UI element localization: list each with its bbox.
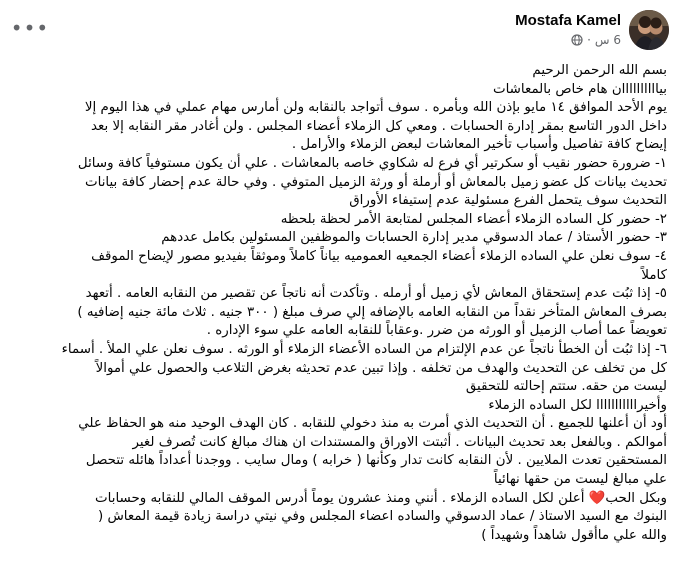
post-line: كاملاً: [641, 267, 667, 283]
post-line: ٢- حضور كل الساده الزملاء أعضاء المجلس لمتابعة الأمر لحظة بلحظه: [280, 211, 667, 227]
post-line: بياااااااااان هام خاص بالمعاشات: [493, 81, 667, 97]
post-meta: [571, 33, 621, 47]
post-line: تحديث بيانات كل عضو زميل بالمعاش أو أرملة أو ورثة الزميل المتوفي . وفي حالة عدم إحضار كافة بيانات: [85, 174, 667, 190]
author-avatar[interactable]: [629, 10, 669, 50]
post-line: كل من تخلف عن التحديث والهدف من تخلفه . وإذا تبين عدم تحديثه بغرض التلاعب والحصول علي أموالاً: [95, 360, 667, 376]
post-line: ١- ضرورة حضور نقيب أو سكرتير أي فرع له شكاوي خاصه بالمعاشات . علي أن يكون مستوفياً كافة وسائل: [77, 155, 667, 171]
post-line: إيضاح كافة تفاصيل وأسباب تأخير المعاشات لبعض الزملاء والأرامل .: [291, 137, 667, 153]
post-line: وأخيرااااااااااا لكل الساده الزملاء: [488, 397, 667, 413]
post-line: التحديث سوف يتحمل الفرع مسئولية عدم إستيفاء الأوراق: [349, 193, 667, 209]
post-header: [12, 8, 669, 54]
post-line: والله علي ماأقول شاهداً وشهيداً ): [481, 527, 667, 543]
globe-icon: [571, 34, 583, 46]
post-line: تعويضاً عما أصاب الزميل أو الورثه من ضرر .وعقاباً للنقابه العامه علي سوء الإداره .: [206, 323, 667, 339]
post-body: [14, 62, 667, 545]
more-options-icon[interactable]: •••: [10, 16, 50, 40]
post-line: علي مبالغ ليست من حقها نهائياً: [493, 472, 667, 488]
post-line: ٦- إذا ثبُت أن الخطأ ناتجاً عن عدم الإلتزام من الساده الأعضاء الزملاء أو الورثه . سوف نعلن علي الملأ . أسماء: [61, 341, 667, 357]
avatar-image: [629, 10, 669, 50]
separator-dot: ·: [587, 33, 591, 47]
post-line: ليست من حقه. ستتم إحالته للتحقيق: [465, 379, 667, 395]
post-line: داخل الدور التاسع بمقر إدارة الحسابات . ومعي كل الزملاء أعضاء المجلس . ولن أغادر مقر النقابه إلا بعد: [91, 118, 667, 134]
post-line: البنوك مع السيد الاستاذ / عماد الدسوقي والساده اعضاء المجلس وفي نيتي دراسة زيادة قيمة المعاش (: [97, 509, 667, 525]
post-line: ٥- إذا ثبُت عدم إستحقاق المعاش لأي زميل أو أرمله . وتأكدت أنه ناتجاً عن تقصير من النقابه العامه . أتعهد: [85, 286, 667, 302]
post-line: بصرف المعاش المتأخر نقداً من النقابه العامه بالإضافه إلي صرف مبلغ ( ٣٠٠ جنيه . ثلاث مائة جنيه إضافيه ): [77, 304, 667, 320]
post-line: وبكل الحب❤️ أعلن لكل الساده الزملاء . أنني ومنذ عشرون يوماً أدرس الموقف المالي للنقابه وحسابات: [95, 490, 667, 506]
post-line: يوم الأحد الموافق ١٤ مايو بإذن الله وبأمره . سوف أتواجد بالنقابه ولن أمارس مهام عملي في هذا اليوم إلا: [84, 100, 667, 116]
post-line: المستحقين تعدت الملايين . لأن النقابه كانت تدار وكأنها ( خرابه ) ومال سايب . ووجدنا أعداداً هائله تتحصل: [85, 453, 667, 469]
post-line: ٤- سوف نعلن علي الساده الزملاء أعضاء الجمعيه العموميه بياناً كاملاً وموثقاً بفيديو مصور لإيضاح الموقف: [91, 248, 667, 264]
post-time[interactable]: 6 س: [594, 33, 621, 47]
post-line: أموالكم . وبالفعل بعد تحديث البيانات . أثبتت الاوراق والمستندات ان هناك مبالغ كانت تُصرف لغير: [132, 434, 667, 450]
author-name[interactable]: Mostafa Kamel: [515, 12, 621, 29]
post-line: بسم الله الرحمن الرحيم: [532, 63, 667, 78]
post-line: ٣- حضور الأستاذ / عماد الدسوقي مدير إدارة الحسابات والموظفين المسئولين بكامل عددهم: [161, 230, 667, 246]
post-line: أود أن أعلنها للجميع . أن التحديث الذي أمرت به منذ دخولي للنقابه . كان الهدف الوحيد منه هو الحفاظ علي: [78, 416, 667, 432]
